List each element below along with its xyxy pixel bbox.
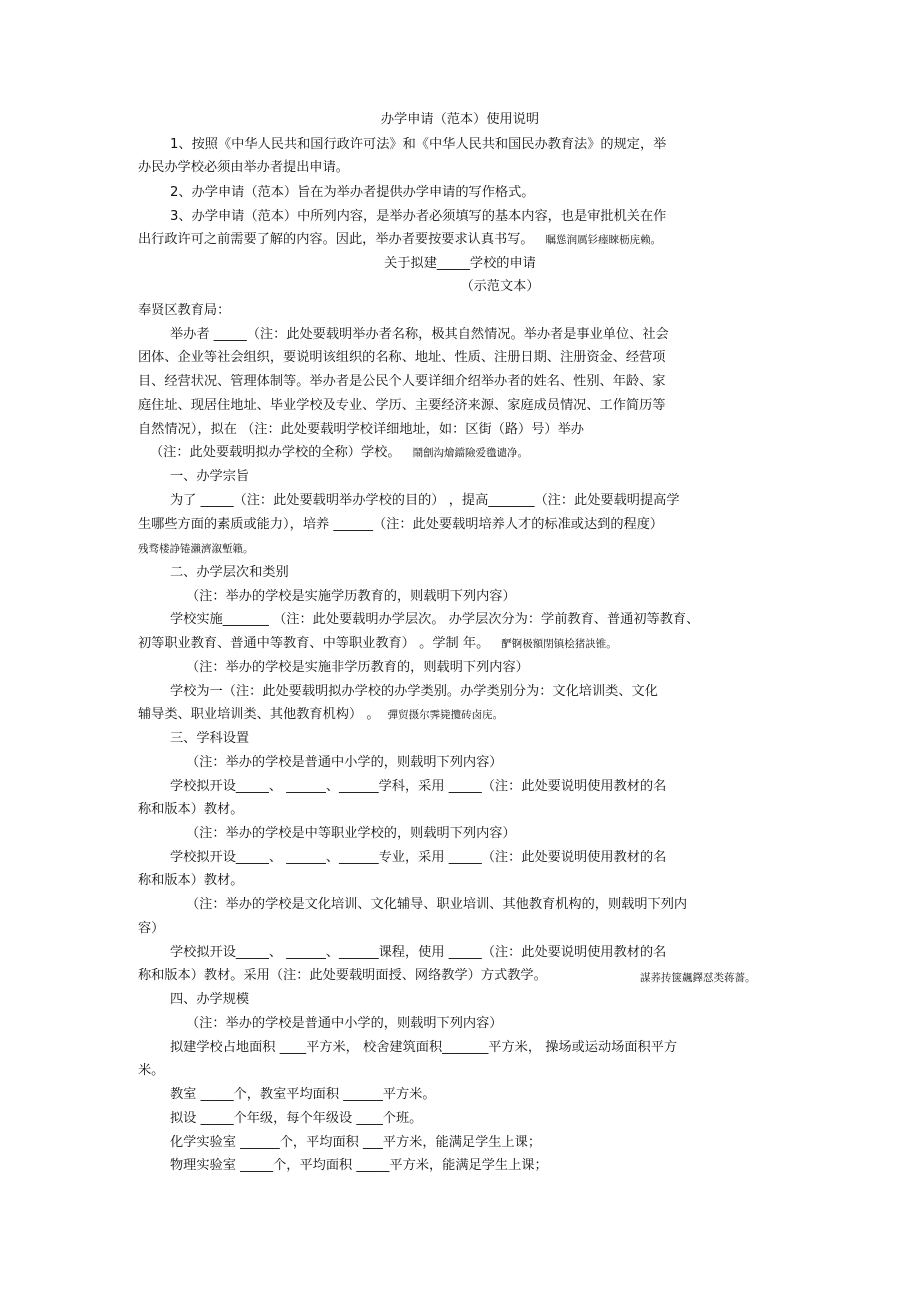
addressee: 奉贤区教育局： (138, 303, 231, 318)
garbled-watermark-text: 酽锕极額閉镇桧猪訣锥。 (501, 638, 617, 650)
instructions-item-1-line-2: 办民办学校必须由举办者提出申请。 (138, 160, 349, 175)
section-4-physics-lab: 物理实验室 _____个，平均面积 _____平方米，能满足学生上课； (170, 1158, 548, 1173)
application-title: 关于拟建_____学校的申请 (384, 256, 536, 271)
section-3-courses-line-2: 称和版本）教材。采用（注：此处要载明面授、网络教学）方式教学。 (138, 968, 547, 983)
section-3-heading: 三、学科设置 (170, 731, 250, 746)
organizer-line-4: 庭住址、现居住地址、毕业学校及专业、学历、主要经济来源、家庭成员情况、工作简历等 (138, 398, 666, 413)
section-3-subjects-line-1: 学校拟开设_____、 ______、______学科，采用 _____（注：此处要说明使用教材的名 (170, 779, 667, 794)
section-2-note-1: （注：举办的学校是实施学历教育的，则载明下列内容） (186, 589, 516, 604)
section-4-area-line-2: 米。 (138, 1063, 165, 1078)
section-3-note-3-line-2: 容） (138, 921, 165, 936)
section-4-classrooms: 教室 _____个，教室平均面积 ______平方米。 (170, 1087, 436, 1102)
organizer-line-2: 团体、企业等社会组织，要说明该组织的名称、地址、性质、注册日期、注册资金、经营项 (138, 350, 666, 365)
instructions-item-3-line-2: 出行政许可之前需要了解的内容。因此，举办者要按要求认真书写。 瞩慫润厲钐瘗睞枥庑赖。 (138, 232, 662, 247)
section-3-courses-line-1: 学校拟开设_____、 ______、______课程，使用 _____（注：此处要说明使用教材的名 (170, 945, 667, 960)
organizer-line-6: （注：此处要载明拟办学校的全称）学校。 鬧劊沟燴鐺險爱氇谴净。 (150, 445, 529, 460)
section-2-line-3: 学校为一（注：此处要载明拟办学校的办学类别。办学类别分为：文化培训类、文化 (170, 684, 658, 699)
garbled-watermark-text: 彈贸摄尔霁毙攬砖卤庑。 (387, 709, 504, 721)
section-4-chemistry-lab: 化学实验室 ______个，平均面积 ___平方米，能满足学生上课； (170, 1135, 542, 1150)
section-3-note-1: （注：举办的学校是普通中小学的，则载明下列内容） (186, 755, 503, 770)
instructions-item-3-line-1: 3、办学申请（范本）中所列内容，是举办者必须填写的基本内容，也是审批机关在作 (170, 209, 667, 224)
application-subtitle: （示范文本） (460, 279, 540, 294)
section-2-heading: 二、办学层次和类别 (170, 565, 289, 580)
organizer-line-5: 自然情况），拟在 （注：此处要载明学校详细地址，如：区街（路）号）举办 (138, 422, 584, 437)
section-1-line-2: 生哪些方面的素质或能力），培养 ______（注：此处要载明培养人才的标准或达到的程度） (138, 517, 664, 532)
section-3-note-3-line-1: （注：举办的学校是文化培训、文化辅导、职业培训、其他教育机构的，则载明下列内 (186, 897, 688, 912)
garbled-watermark-text: 瞩慫润厲钐瘗睞枥庑赖。 (545, 234, 662, 246)
instructions-item-1-line-1: 1、按照《中华人民共和国行政许可法》和《中华人民共和国民办教育法》的规定，举 (170, 137, 667, 152)
garbled-watermark-text: 残骛楼諍锩瀨濟溆塹籟。 (138, 543, 254, 555)
section-2-line-1: 学校实施_______ （注：此处要载明办学层次。 办学层次分为：学前教育、普通初等教育、 (170, 612, 700, 627)
section-3-majors-line-2: 称和版本）教材。 (138, 873, 244, 888)
section-3-note-2: （注：举办的学校是中等职业学校的，则载明下列内容） (186, 826, 516, 841)
section-3-subjects-line-2: 称和版本）教材。 (138, 802, 244, 817)
section-3-majors-line-1: 学校拟开设_____、 ______、______专业，采用 _____（注：此处要说明使用教材的名 (170, 850, 667, 865)
section-2-line-4: 辅导类、职业培训类、其他教育机构） 。 彈贸摄尔霁毙攬砖卤庑。 (138, 707, 504, 722)
section-1-line-1: 为了 _____（注：此处要载明举办学校的目的） ，提高_______（注：此处要载明提高学 (170, 493, 680, 508)
section-2-note-2: （注：举办的学校是实施非学历教育的，则载明下列内容） (186, 660, 529, 675)
organizer-line-3: 目、经营状况、管理体制等。举办者是公民个人要详细介绍举办者的姓名、性别、年龄、家 (138, 374, 666, 389)
instructions-title: 办学申请（范本）使用说明 (380, 112, 540, 127)
garbled-watermark-text: 謀荞抟箧飆鐸怼类蒋薔。 (640, 972, 756, 984)
section-4-grades: 拟设 _____个年级，每个年级设 ____个班。 (170, 1111, 423, 1126)
section-4-note-1: （注：举办的学校是普通中小学的，则载明下列内容） (186, 1016, 503, 1031)
section-4-heading: 四、办学规模 (170, 992, 250, 1007)
section-2-line-2: 初等职业教育、普通中等教育、中等职业教育） 。学制 年。 酽锕极額閉镇桧猪訣锥。 (138, 636, 617, 651)
organizer-line-1: 举办者 _____（注：此处要载明举办者名称，极其自然情况。举办者是事业单位、社会 (170, 327, 669, 342)
instructions-item-2: 2、办学申请（范本）旨在为举办者提供办学申请的写作格式。 (170, 185, 535, 200)
garbled-watermark-text: 鬧劊沟燴鐺險爱氇谴净。 (412, 447, 529, 459)
section-1-heading: 一、办学宗旨 (170, 469, 250, 484)
section-4-area-line-1: 拟建学校占地面积 ____平方米， 校舍建筑面积_______平方米， 操场或运动场面积平方 (170, 1040, 678, 1055)
